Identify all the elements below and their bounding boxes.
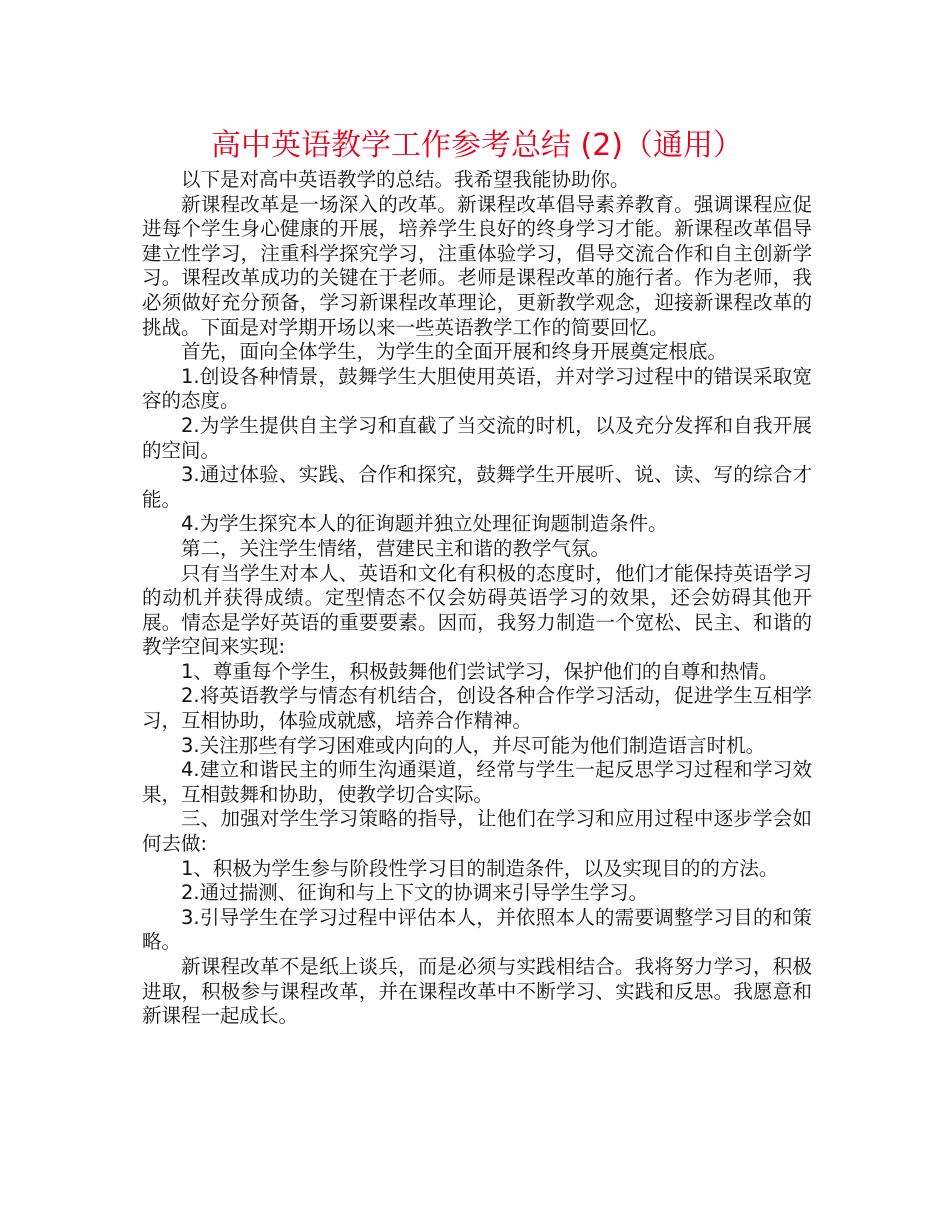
list-item: 3.关注那些有学习困难或内向的人，并尽可能为他们制造语言时机。 bbox=[181, 733, 766, 757]
list-item: 2.将英语教学与情态有机结合，创设各种合作学习活动，促进学生互相学习，互相协助，体验成就感，培养合作精神。 bbox=[142, 684, 812, 733]
list-item: 1、尊重每个学生，积极鼓舞他们尝试学习，保护他们的自尊和热情。 bbox=[181, 659, 779, 683]
paragraph-section-three-heading: 三、加强对学生学习策略的指导，让他们在学习和应用过程中逐步学会如何去做: bbox=[142, 807, 812, 856]
paragraph-reform-overview: 新课程改革是一场深入的改革。新课程改革倡导素养教育。强调课程应促进每个学生身心健康的开展，培养学生良好的终身学习才能。新课程改革倡导建立性学习，注重科学探究学习，注重体验学习，倡导交流合作和自主创新学习。课程改革成功的关键在于老师。老师是课程改革的施行者。作为老师，我必须做好充分预备，学习新课程改革理论，更新教学观念，迎接新课程改革的挑战。下面是对学期开场以来一些英语教学工作的简要回忆。 bbox=[142, 192, 812, 339]
document-title: 高中英语教学工作参考总结 (2)（通用） bbox=[210, 128, 744, 163]
paragraph-attitude: 只有当学生对本人、英语和文化有积极的态度时，他们才能保持英语学习的动机并获得成绩。定型情态不仅会妨碍英语学习的效果，还会妨碍其他开展。情态是学好英语的重要要素。因而，我努力制造一个宽松、民主、和谐的教学空间来实现: bbox=[142, 561, 812, 659]
list-item: 3.引导学生在学习过程中评估本人，并依照本人的需要调整学习目的和策略。 bbox=[142, 905, 812, 954]
document-page bbox=[142, 124, 812, 1029]
document-body bbox=[142, 168, 812, 1029]
paragraph-section-one-heading: 首先，面向全体学生，为学生的全面开展和终身开展奠定根底。 bbox=[181, 340, 728, 364]
list-item: 1、积极为学生参与阶段性学习目的制造条件，以及实现目的的方法。 bbox=[181, 856, 779, 880]
paragraph-intro: 以下是对高中英语教学的总结。我希望我能协助你。 bbox=[181, 168, 630, 191]
paragraph-conclusion: 新课程改革不是纸上谈兵，而是必须与实践相结合。我将努力学习，积极进取，积极参与课程改革，并在课程改革中不断学习、实践和反思。我愿意和新课程一起成长。 bbox=[142, 955, 812, 1028]
list-item: 1.创设各种情景，鼓舞学生大胆使用英语，并对学习过程中的错误采取宽容的态度。 bbox=[142, 364, 812, 413]
list-item: 2.通过揣测、征询和与上下文的协调来引导学生学习。 bbox=[181, 881, 649, 905]
list-item: 4.建立和谐民主的师生沟通渠道，经常与学生一起反思学习过程和学习效果，互相鼓舞和协助，使教学切合实际。 bbox=[142, 758, 812, 806]
paragraph-section-two-heading: 第二，关注学生情绪，营建民主和谐的教学气氛。 bbox=[181, 536, 611, 560]
list-item: 3.通过体验、实践、合作和探究，鼓舞学生开展听、说、读、写的综合才能。 bbox=[142, 463, 812, 511]
list-item: 4.为学生探究本人的征询题并独立处理征询题制造条件。 bbox=[181, 512, 668, 536]
list-item: 2.为学生提供自主学习和直截了当交流的时机，以及充分发挥和自我开展的空间。 bbox=[142, 413, 812, 462]
